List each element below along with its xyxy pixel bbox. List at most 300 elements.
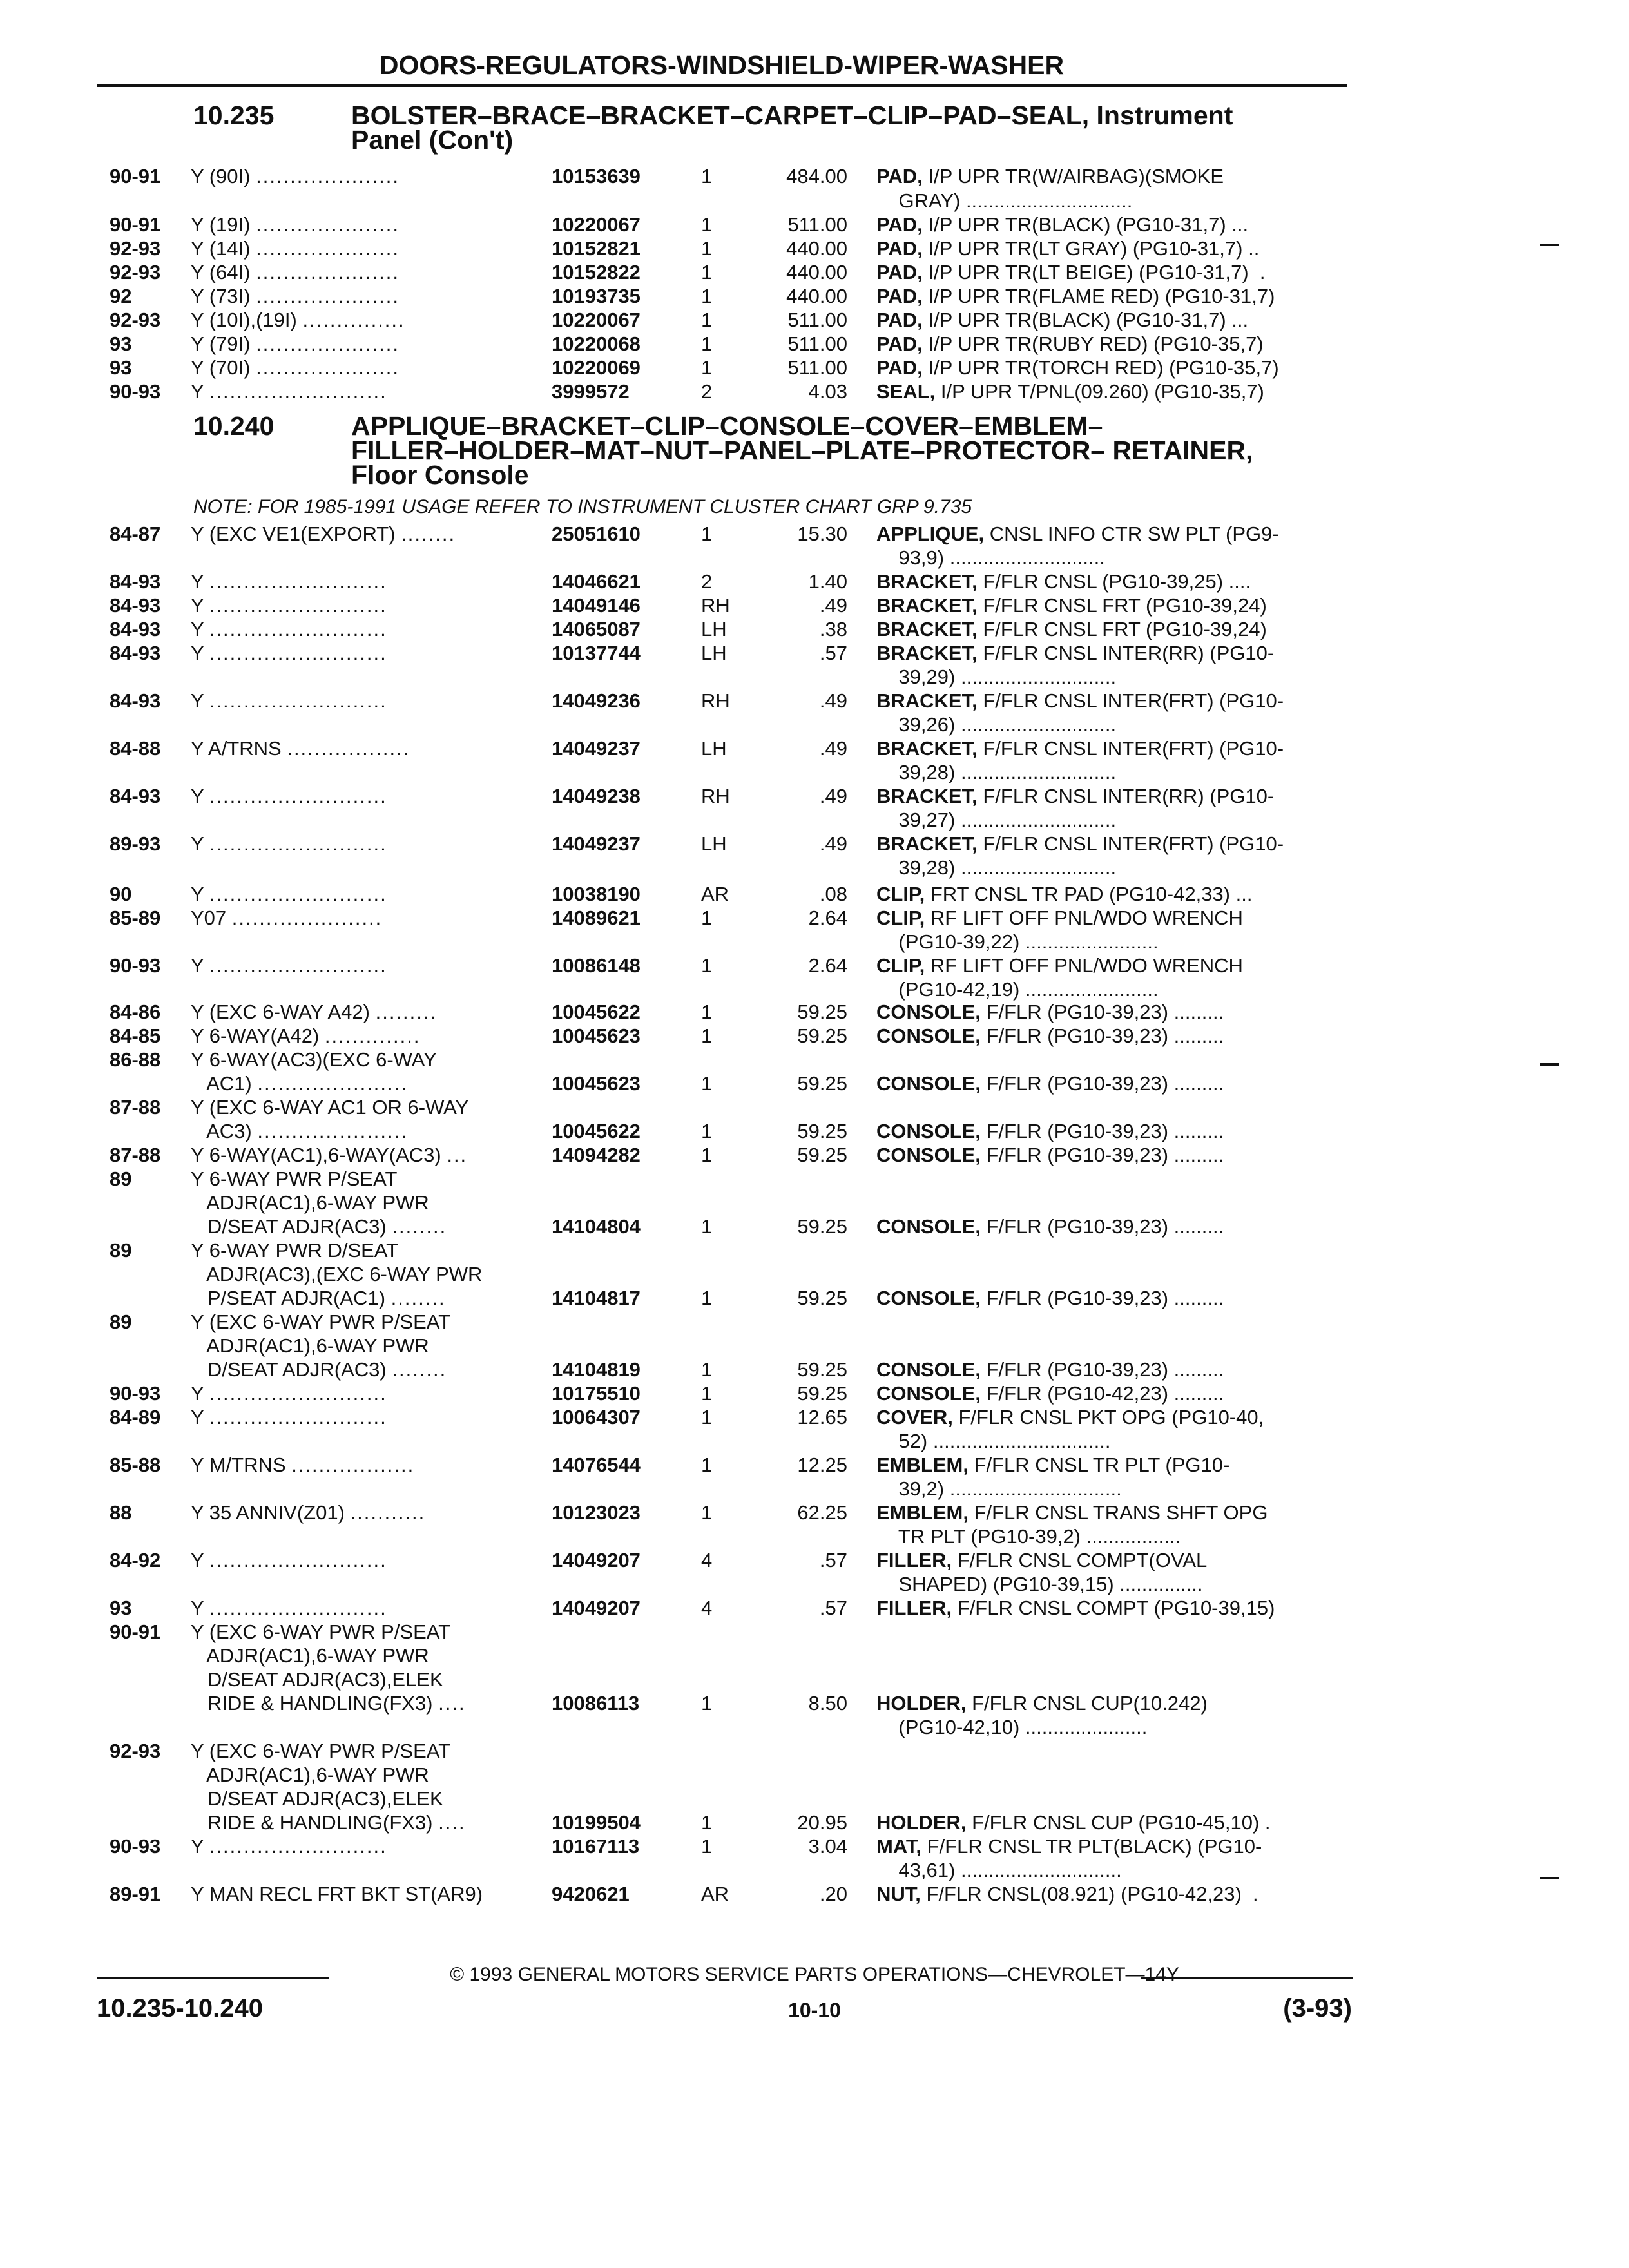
footer-section-range: 10.235-10.240 bbox=[97, 1994, 264, 2023]
row-quantity: LH bbox=[701, 642, 727, 664]
row-leader-dots: .................. bbox=[291, 1454, 415, 1476]
row-part-number: 10045622 bbox=[552, 1120, 641, 1142]
row-part-name bbox=[876, 641, 1274, 665]
row-part-number: 14049207 bbox=[552, 1597, 641, 1619]
row-part-noun: CONSOLE, bbox=[876, 1358, 981, 1381]
row-part-noun: CONSOLE, bbox=[876, 1144, 981, 1166]
row-description bbox=[191, 760, 197, 784]
row-leader-dots: .......................... bbox=[209, 1406, 387, 1428]
row-description bbox=[191, 1119, 408, 1143]
row-leader-dots: ...................... bbox=[257, 1072, 408, 1095]
row-description-text: ADJR(AC1),6-WAY PWR bbox=[191, 1191, 429, 1214]
row-part-name bbox=[876, 1834, 1262, 1858]
row-description bbox=[191, 665, 197, 689]
row-price: .20 bbox=[819, 1883, 847, 1905]
row-quantity: 1 bbox=[701, 1382, 713, 1405]
row-leader-dots: .............. bbox=[324, 1024, 421, 1047]
row-description-text: Y bbox=[191, 618, 204, 640]
row-leader-dots: ........ bbox=[392, 1358, 447, 1381]
row-description bbox=[191, 236, 400, 260]
row-leader-dots: .......................... bbox=[209, 832, 387, 855]
row-part-noun: SEAL, bbox=[876, 380, 936, 403]
row-part-number: 10064307 bbox=[552, 1406, 641, 1428]
row-part-number: 14089621 bbox=[552, 907, 641, 929]
section-subtitle: Panel (Con't) bbox=[351, 125, 514, 155]
row-part-detail: F/FLR (PG10-39,23) ......... bbox=[980, 1215, 1224, 1238]
row-quantity: 2 bbox=[701, 380, 713, 403]
row-description bbox=[191, 784, 387, 808]
row-part-name bbox=[876, 570, 1251, 593]
row-description bbox=[191, 1811, 466, 1834]
row-part-detail: F/FLR CNSL PKT OPG (PG10-40, bbox=[952, 1406, 1264, 1428]
row-quantity: 1 bbox=[701, 907, 713, 929]
row-quantity: 1 bbox=[701, 1215, 713, 1238]
row-part-noun: CONSOLE, bbox=[876, 1287, 981, 1309]
row-part-detail: F/FLR CNSL INTER(FRT) (PG10- bbox=[977, 689, 1284, 712]
row-quantity: 1 bbox=[701, 1287, 713, 1309]
row-quantity: 1 bbox=[701, 1835, 713, 1858]
row-part-detail: (PG10-42,19) ........................ bbox=[876, 978, 1159, 1001]
row-quantity: AR bbox=[701, 883, 729, 905]
row-part-detail: F/FLR CNSL FRT (PG10-39,24) bbox=[977, 618, 1267, 640]
row-part-detail: F/FLR (PG10-39,23) ......... bbox=[980, 1144, 1224, 1166]
row-price: .57 bbox=[819, 1597, 847, 1619]
row-part-name bbox=[876, 1524, 1181, 1548]
row-description bbox=[191, 1596, 387, 1620]
row-price: 2.64 bbox=[808, 907, 847, 929]
row-description-text: Y 6-WAY(A42) bbox=[191, 1024, 320, 1047]
row-price: 2.64 bbox=[808, 954, 847, 977]
row-description bbox=[191, 332, 400, 356]
row-part-noun: BRACKET, bbox=[876, 570, 978, 593]
row-description bbox=[191, 1715, 197, 1739]
row-description bbox=[191, 1167, 402, 1191]
row-price: 511.00 bbox=[787, 332, 847, 355]
row-leader-dots: .......................... bbox=[209, 642, 387, 664]
row-part-noun: HOLDER, bbox=[876, 1811, 967, 1834]
row-part-name bbox=[876, 1286, 1224, 1310]
row-part-number: 3999572 bbox=[552, 380, 630, 403]
row-description-text: Y bbox=[191, 1549, 204, 1571]
row-price: .57 bbox=[819, 1549, 847, 1571]
row-part-name bbox=[876, 736, 1284, 760]
row-part-detail: 39,28) ............................ bbox=[876, 761, 1117, 783]
row-leader-dots: .... bbox=[438, 1692, 466, 1715]
row-price: 12.65 bbox=[797, 1406, 847, 1428]
row-part-name bbox=[876, 236, 1259, 260]
row-part-detail: F/FLR (PG10-39,23) ......... bbox=[980, 1001, 1224, 1023]
row-part-noun: BRACKET, bbox=[876, 832, 978, 855]
row-quantity: RH bbox=[701, 594, 730, 617]
row-description bbox=[191, 1477, 197, 1501]
row-price: .49 bbox=[819, 832, 847, 855]
row-description-text: Y (EXC 6-WAY A42) bbox=[191, 1001, 370, 1023]
row-description-text: Y bbox=[191, 883, 204, 905]
row-description-text: Y 6-WAY PWR P/SEAT bbox=[191, 1168, 397, 1190]
margin-mark bbox=[1540, 244, 1559, 246]
row-year: 90-93 bbox=[110, 954, 161, 977]
row-part-name bbox=[876, 856, 1116, 879]
row-price: 62.25 bbox=[797, 1501, 847, 1524]
row-year: 84-93 bbox=[110, 570, 161, 593]
row-description-text: Y (EXC VE1(EXPORT) bbox=[191, 523, 396, 545]
row-description bbox=[191, 641, 387, 665]
row-part-noun: BRACKET, bbox=[876, 737, 978, 760]
row-part-name bbox=[876, 1572, 1203, 1596]
row-description bbox=[191, 1191, 434, 1215]
row-part-number: 10086113 bbox=[552, 1692, 640, 1715]
row-leader-dots: .......................... bbox=[209, 1835, 387, 1858]
row-leader-dots: .......................... bbox=[209, 1597, 387, 1619]
row-leader-dots: ..................... bbox=[256, 165, 400, 187]
row-description bbox=[191, 808, 197, 832]
row-part-noun: CONSOLE, bbox=[876, 1024, 981, 1047]
row-leader-dots: .... bbox=[438, 1811, 466, 1834]
row-leader-dots: ........ bbox=[390, 1287, 446, 1309]
row-price: 59.25 bbox=[797, 1215, 847, 1238]
row-quantity: 1 bbox=[701, 1358, 713, 1381]
row-description-text: AC1) bbox=[191, 1072, 252, 1095]
row-part-detail: CNSL INFO CTR SW PLT (PG9- bbox=[984, 523, 1279, 545]
row-part-number: 14065087 bbox=[552, 618, 641, 640]
row-description-text: Y07 bbox=[191, 907, 227, 929]
row-part-detail: 39,2) ............................... bbox=[876, 1477, 1122, 1500]
row-part-number: 14049236 bbox=[552, 689, 641, 712]
row-part-noun: BRACKET, bbox=[876, 785, 978, 807]
row-quantity: 1 bbox=[701, 1454, 713, 1476]
row-part-detail: 43,61) ............................. bbox=[876, 1859, 1122, 1881]
row-part-noun: BRACKET, bbox=[876, 689, 978, 712]
row-part-noun: CLIP, bbox=[876, 954, 925, 977]
row-part-detail: F/FLR (PG10-39,23) ......... bbox=[980, 1358, 1224, 1381]
row-year: 84-93 bbox=[110, 642, 161, 664]
row-quantity: LH bbox=[701, 737, 727, 760]
row-description bbox=[191, 1048, 442, 1072]
row-part-number: 10220069 bbox=[552, 356, 641, 379]
row-quantity: 1 bbox=[701, 1024, 713, 1047]
row-description bbox=[191, 164, 400, 188]
row-description bbox=[191, 930, 197, 954]
row-part-name bbox=[876, 260, 1266, 284]
row-part-number: 14049237 bbox=[552, 832, 641, 855]
row-part-noun: MAT, bbox=[876, 1835, 922, 1858]
row-part-name bbox=[876, 784, 1274, 808]
row-description bbox=[191, 1667, 448, 1691]
row-year: 90-93 bbox=[110, 1382, 161, 1405]
row-part-noun: COVER, bbox=[876, 1406, 953, 1428]
row-part-noun: EMBLEM, bbox=[876, 1454, 969, 1476]
row-description-text: P/SEAT ADJR(AC1) bbox=[191, 1287, 386, 1309]
row-price: 59.25 bbox=[797, 1001, 847, 1023]
row-part-number: 14094282 bbox=[552, 1144, 641, 1166]
row-part-name bbox=[876, 954, 1243, 977]
row-part-name bbox=[876, 760, 1116, 784]
row-description bbox=[191, 522, 456, 546]
row-description bbox=[191, 1143, 467, 1167]
row-part-detail: 52) ................................ bbox=[876, 1430, 1111, 1452]
row-part-number: 14104804 bbox=[552, 1215, 641, 1238]
row-quantity: 1 bbox=[701, 356, 713, 379]
row-year: 90-91 bbox=[110, 165, 161, 187]
row-description-text: Y bbox=[191, 1406, 204, 1428]
row-part-detail: I/P UPR TR(RUBY RED) (PG10-35,7) bbox=[922, 332, 1264, 355]
row-part-noun: PAD, bbox=[876, 356, 923, 379]
row-part-noun: BRACKET, bbox=[876, 618, 978, 640]
row-part-detail: F/FLR CNSL COMPT(OVAL bbox=[952, 1549, 1208, 1571]
usage-note: NOTE: FOR 1985-1991 USAGE REFER TO INSTRUMENT CLUSTER CHART GRP 9.735 bbox=[193, 496, 972, 517]
row-part-detail: F/FLR CNSL (PG10-39,25) .... bbox=[977, 570, 1251, 593]
row-part-name bbox=[876, 930, 1159, 954]
row-part-noun: PAD, bbox=[876, 332, 923, 355]
row-description bbox=[191, 882, 387, 906]
row-part-detail: F/FLR CNSL(08.921) (PG10-42,23) . bbox=[920, 1883, 1258, 1905]
row-year: 87-88 bbox=[110, 1144, 161, 1166]
row-part-detail: F/FLR CNSL COMPT (PG10-39,15) bbox=[952, 1597, 1275, 1619]
row-price: .57 bbox=[819, 642, 847, 664]
row-description-text: D/SEAT ADJR(AC3) bbox=[191, 1215, 387, 1238]
row-description bbox=[191, 1095, 474, 1119]
row-part-number: 10167113 bbox=[552, 1835, 640, 1858]
row-quantity: 1 bbox=[701, 237, 713, 260]
row-description-text: D/SEAT ADJR(AC3),ELEK bbox=[191, 1668, 443, 1691]
row-part-number: 10199504 bbox=[552, 1811, 641, 1834]
row-quantity: 1 bbox=[701, 261, 713, 284]
row-price: 59.25 bbox=[797, 1382, 847, 1405]
row-quantity: 1 bbox=[701, 1120, 713, 1142]
row-leader-dots: ...................... bbox=[231, 907, 383, 929]
row-part-name bbox=[876, 1501, 1268, 1524]
row-part-detail: I/P UPR TR(FLAME RED) (PG10-31,7) bbox=[922, 285, 1275, 307]
row-description-text: RIDE & HANDLING(FX3) bbox=[191, 1811, 433, 1834]
row-description bbox=[191, 1024, 420, 1048]
row-part-number: 14104817 bbox=[552, 1287, 641, 1309]
row-price: 59.25 bbox=[797, 1287, 847, 1309]
row-part-detail: F/FLR (PG10-42,23) ......... bbox=[980, 1382, 1224, 1405]
row-part-detail: 39,27) ............................ bbox=[876, 809, 1117, 831]
row-description-text: Y bbox=[191, 642, 204, 664]
row-quantity: 1 bbox=[701, 1072, 713, 1095]
row-description bbox=[191, 308, 405, 332]
row-description bbox=[191, 906, 382, 930]
row-part-number: 14049207 bbox=[552, 1549, 641, 1571]
row-year: 90-91 bbox=[110, 213, 161, 236]
row-leader-dots: ........... bbox=[350, 1501, 426, 1524]
row-description-text: Y (70I) bbox=[191, 356, 251, 379]
row-part-name bbox=[876, 380, 1264, 403]
row-leader-dots: ..................... bbox=[256, 285, 400, 307]
margin-mark bbox=[1540, 1063, 1559, 1066]
row-description bbox=[191, 356, 400, 380]
row-description-text: Y 35 ANNIV(Z01) bbox=[191, 1501, 345, 1524]
row-leader-dots: .......................... bbox=[209, 618, 387, 640]
row-description-text: Y bbox=[191, 954, 204, 977]
row-description bbox=[191, 1429, 197, 1453]
row-year: 84-89 bbox=[110, 1406, 161, 1428]
row-part-detail: I/P UPR TR(BLACK) (PG10-31,7) ... bbox=[922, 213, 1249, 236]
footer-date: (3-93) bbox=[1283, 1994, 1352, 2023]
row-description-text: RIDE & HANDLING(FX3) bbox=[191, 1692, 433, 1715]
row-leader-dots: ..................... bbox=[256, 237, 400, 260]
row-description-text: Y bbox=[191, 832, 204, 855]
row-description bbox=[191, 617, 387, 641]
row-year: 85-88 bbox=[110, 1454, 161, 1476]
row-description bbox=[191, 977, 197, 1001]
row-part-number: 10045623 bbox=[552, 1072, 641, 1095]
row-description bbox=[191, 1739, 456, 1763]
row-part-detail: F/FLR (PG10-39,23) ......... bbox=[980, 1024, 1224, 1047]
row-year: 93 bbox=[110, 1597, 132, 1619]
row-description-text: Y MAN RECL FRT BKT ST(AR9) bbox=[191, 1883, 483, 1905]
row-description-text: Y (10I),(19I) bbox=[191, 309, 297, 331]
row-description-text: Y 6-WAY(AC3)(EXC 6-WAY bbox=[191, 1048, 437, 1071]
row-description-text: Y M/TRNS bbox=[191, 1454, 286, 1476]
row-part-number: 10152822 bbox=[552, 261, 641, 284]
row-part-detail: F/FLR (PG10-39,23) ......... bbox=[980, 1072, 1224, 1095]
row-description-text: Y (90I) bbox=[191, 165, 251, 187]
row-part-detail: (PG10-39,22) ........................ bbox=[876, 930, 1159, 953]
row-price: 511.00 bbox=[787, 213, 847, 236]
row-year: 89 bbox=[110, 1168, 132, 1190]
row-year: 93 bbox=[110, 332, 132, 355]
row-part-noun: CONSOLE, bbox=[876, 1120, 981, 1142]
row-description bbox=[191, 1834, 387, 1858]
row-description bbox=[191, 1453, 414, 1477]
row-description bbox=[191, 284, 400, 308]
row-part-detail: 39,29) ............................ bbox=[876, 666, 1117, 688]
row-part-number: 14049146 bbox=[552, 594, 641, 617]
row-price: 59.25 bbox=[797, 1120, 847, 1142]
row-quantity: 1 bbox=[701, 285, 713, 307]
footer-copyright: © 1993 GENERAL MOTORS SERVICE PARTS OPERATIONS—CHEVROLET—14Y bbox=[450, 1964, 1179, 1985]
row-price: .49 bbox=[819, 594, 847, 617]
row-description bbox=[191, 1238, 403, 1262]
row-year: 90-93 bbox=[110, 1835, 161, 1858]
row-quantity: 1 bbox=[701, 1001, 713, 1023]
section-number: 10.235 bbox=[193, 101, 275, 130]
row-description bbox=[191, 713, 197, 736]
row-part-number: 10175510 bbox=[552, 1382, 641, 1405]
row-year: 87-88 bbox=[110, 1096, 161, 1119]
row-part-name bbox=[876, 213, 1248, 236]
row-part-name bbox=[876, 689, 1284, 713]
row-part-name bbox=[876, 977, 1159, 1001]
row-part-detail: I/P UPR TR(BLACK) (PG10-31,7) ... bbox=[922, 309, 1249, 331]
row-description-text: Y (64I) bbox=[191, 261, 251, 284]
row-description bbox=[191, 1644, 434, 1667]
row-description bbox=[191, 1858, 197, 1882]
row-quantity: 1 bbox=[701, 1144, 713, 1166]
row-part-noun: PAD, bbox=[876, 213, 923, 236]
row-price: 59.25 bbox=[797, 1358, 847, 1381]
row-part-noun: CONSOLE, bbox=[876, 1382, 981, 1405]
row-description bbox=[191, 380, 387, 403]
row-leader-dots: .......................... bbox=[209, 883, 387, 905]
row-description bbox=[191, 1334, 434, 1358]
row-part-name bbox=[876, 1548, 1207, 1572]
row-price: .49 bbox=[819, 689, 847, 712]
row-quantity: LH bbox=[701, 832, 727, 855]
row-part-name bbox=[876, 1143, 1224, 1167]
row-description-text: Y (14I) bbox=[191, 237, 251, 260]
row-quantity: 4 bbox=[701, 1549, 713, 1571]
row-leader-dots: ..................... bbox=[256, 213, 400, 236]
row-quantity: LH bbox=[701, 618, 727, 640]
row-part-noun: PAD, bbox=[876, 261, 923, 284]
row-leader-dots: ........ bbox=[392, 1215, 447, 1238]
row-price: 511.00 bbox=[787, 356, 847, 379]
row-part-name bbox=[876, 593, 1267, 617]
row-part-noun: EMBLEM, bbox=[876, 1501, 969, 1524]
row-part-name bbox=[876, 546, 1105, 570]
row-price: .08 bbox=[819, 883, 847, 905]
row-part-name bbox=[876, 665, 1116, 689]
row-description-text: Y (79I) bbox=[191, 332, 251, 355]
row-description-text: Y bbox=[191, 380, 204, 403]
row-quantity: 1 bbox=[701, 1501, 713, 1524]
row-leader-dots: ..................... bbox=[256, 261, 400, 284]
row-description-text: Y bbox=[191, 570, 204, 593]
row-leader-dots: .......................... bbox=[209, 570, 387, 593]
row-part-detail: F/FLR CNSL INTER(FRT) (PG10- bbox=[977, 832, 1284, 855]
row-part-detail: F/FLR CNSL INTER(FRT) (PG10- bbox=[977, 737, 1284, 760]
row-year: 90-91 bbox=[110, 1620, 161, 1643]
section-title-line-2: FILLER–HOLDER–MAT–NUT–PANEL–PLATE–PROTECTOR– RETAINER, bbox=[351, 436, 1253, 465]
row-leader-dots: .......................... bbox=[209, 785, 387, 807]
row-description bbox=[191, 213, 400, 236]
row-part-name bbox=[876, 1811, 1271, 1834]
row-part-number: 10038190 bbox=[552, 883, 641, 905]
row-part-noun: PAD, bbox=[876, 165, 923, 187]
row-part-name bbox=[876, 1453, 1229, 1477]
row-part-number: 14046621 bbox=[552, 570, 641, 593]
row-leader-dots: ...................... bbox=[257, 1120, 408, 1142]
row-price: 440.00 bbox=[786, 285, 847, 307]
row-part-name bbox=[876, 1119, 1224, 1143]
row-part-detail: I/P UPR TR(TORCH RED) (PG10-35,7) bbox=[922, 356, 1279, 379]
row-part-detail: (PG10-42,10) ...................... bbox=[876, 1716, 1148, 1738]
row-part-name bbox=[876, 808, 1116, 832]
row-leader-dots: .......................... bbox=[209, 1382, 387, 1405]
row-description-text: ADJR(AC3),(EXC 6-WAY PWR bbox=[191, 1263, 483, 1285]
row-quantity: AR bbox=[701, 1883, 729, 1905]
row-description bbox=[191, 546, 197, 570]
row-year: 90 bbox=[110, 883, 132, 905]
row-quantity: 1 bbox=[701, 523, 713, 545]
row-part-name bbox=[876, 1858, 1122, 1882]
row-part-detail: F/FLR CNSL INTER(RR) (PG10- bbox=[977, 642, 1275, 664]
row-price: 12.25 bbox=[797, 1454, 847, 1476]
row-description-text: Y (73I) bbox=[191, 285, 251, 307]
row-part-detail: SHAPED) (PG10-39,15) ............... bbox=[876, 1573, 1203, 1595]
row-description-text: Y (19I) bbox=[191, 213, 251, 236]
row-leader-dots: ..................... bbox=[256, 356, 400, 379]
row-quantity: 1 bbox=[701, 954, 713, 977]
row-part-number: 10045623 bbox=[552, 1024, 641, 1047]
row-part-name bbox=[876, 1024, 1224, 1048]
row-description bbox=[191, 189, 197, 213]
row-part-name bbox=[876, 1215, 1224, 1238]
row-description-text: Y bbox=[191, 785, 204, 807]
row-quantity: 1 bbox=[701, 332, 713, 355]
row-part-number: 14049238 bbox=[552, 785, 641, 807]
row-description-text: Y bbox=[191, 1597, 204, 1619]
row-part-name bbox=[876, 832, 1284, 856]
row-part-noun: CONSOLE, bbox=[876, 1072, 981, 1095]
row-part-name bbox=[876, 882, 1252, 906]
row-description-text: Y bbox=[191, 1835, 204, 1858]
row-part-number: 10045622 bbox=[552, 1001, 641, 1023]
row-quantity: 1 bbox=[701, 165, 713, 187]
